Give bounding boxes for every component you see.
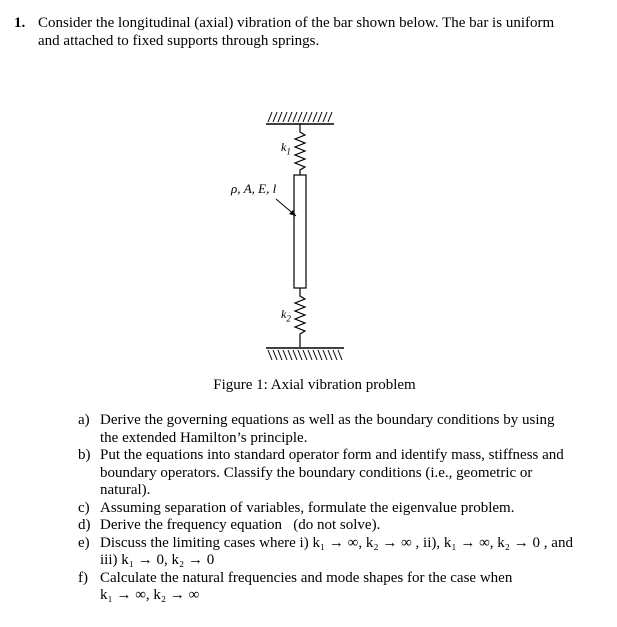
part-e — [78, 535, 598, 570]
spring-k1 — [295, 124, 305, 175]
spring-k2 — [295, 288, 305, 347]
part-line: Put the equations into standard operator form and identify mass, stiffness and — [100, 447, 564, 463]
part-line: Assuming separation of variables, formulate the eigenvalue problem. — [100, 499, 515, 516]
part-line: Discuss the limiting cases where i) k₁ → ∞, k₂ → ∞ , ii), k₁ → ∞, k₂ → 0 , and — [100, 534, 573, 551]
bar — [294, 175, 306, 288]
sub-questions — [78, 412, 598, 605]
part-letter: f) — [78, 569, 88, 586]
part-letter: a) — [78, 412, 90, 428]
part-line: Derive the frequency equation (do not solve). — [100, 517, 381, 533]
part-d — [78, 517, 598, 535]
bottom-support — [266, 348, 344, 360]
part-line: k₁ → ∞, k₂ → ∞ — [100, 587, 200, 603]
part-letter: e) — [78, 534, 90, 551]
bar-properties-label: ρ, A, E, l — [231, 181, 277, 196]
part-letter: b) — [78, 447, 91, 463]
part-line: boundary operators. Classify the boundary conditions (i.e., geometric or — [100, 464, 533, 481]
figure-caption: Figure 1: Axial vibration problem — [213, 377, 416, 393]
part-line: iii) k₁ → 0, k₂ → 0 — [100, 552, 215, 568]
spring-k2-label: $k_2$ — [281, 307, 291, 324]
top-support — [266, 112, 334, 124]
part-letter: c) — [78, 499, 90, 516]
question-number: 1. — [14, 15, 26, 31]
part-line: natural). — [100, 482, 151, 498]
part-a — [78, 412, 598, 447]
part-c — [78, 500, 598, 518]
question-line-1: Consider the longitudinal (axial) vibration of the bar shown below. The bar is uniform — [38, 15, 555, 31]
part-letter: d) — [78, 517, 91, 533]
question-line-2: and attached to fixed supports through springs. — [38, 33, 320, 49]
part-line: Calculate the natural frequencies and mode shapes for the case when — [100, 569, 513, 586]
part-b — [78, 447, 598, 500]
part-line: Derive the governing equations as well as the boundary conditions by using — [100, 412, 555, 428]
part-line: the extended Hamilton’s principle. — [100, 429, 308, 446]
part-f — [78, 570, 598, 605]
spring-k1-label: $k_1$ — [281, 140, 291, 157]
